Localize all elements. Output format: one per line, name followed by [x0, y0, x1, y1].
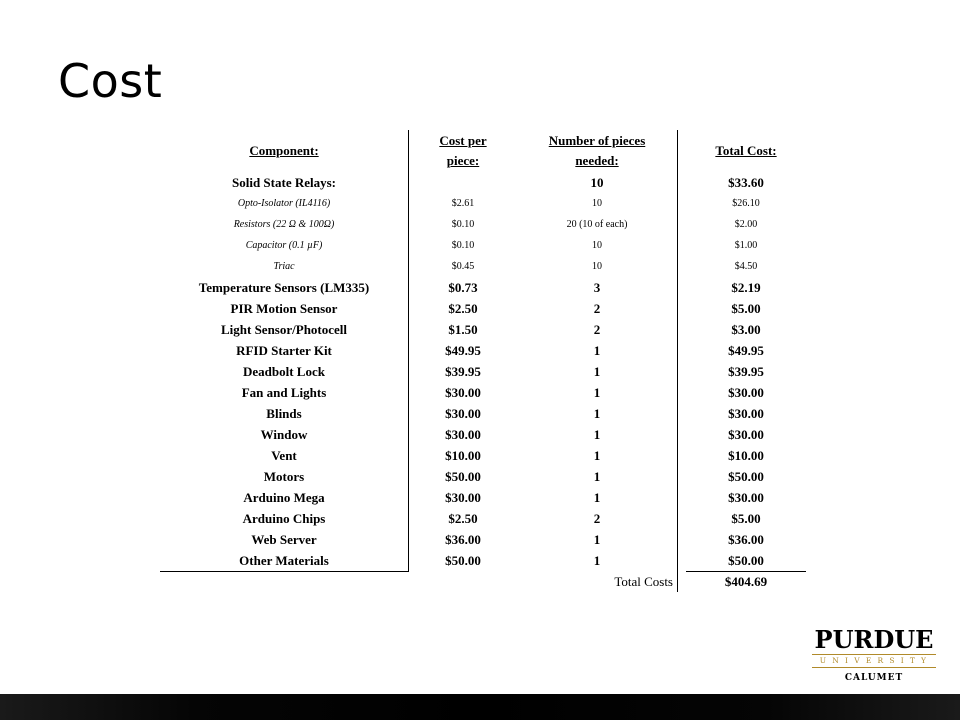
total-cell: $2.00 — [734, 219, 758, 230]
component-cell: Web Server — [251, 531, 317, 547]
quantity-cell: 1 — [593, 342, 601, 358]
total-costs-value: $404.69 — [686, 572, 806, 593]
spacer-cell — [678, 277, 687, 298]
quantity-cell: 1 — [593, 426, 601, 442]
spacer-cell — [678, 319, 687, 340]
table-row — [160, 172, 806, 193]
table-row — [160, 361, 806, 382]
spacer-cell — [678, 487, 687, 508]
cost-cell: $30.00 — [409, 403, 518, 424]
header-number-of-pieces: Number of pieces needed: — [548, 133, 646, 168]
cost-cell: $36.00 — [409, 529, 518, 550]
total-cell: $50.00 — [728, 552, 764, 568]
component-cell: Blinds — [266, 405, 302, 421]
table-row — [160, 403, 806, 424]
quantity-cell: 1 — [593, 405, 601, 421]
cost-cell — [409, 172, 518, 193]
total-cell: $39.95 — [728, 363, 764, 379]
component-cell: Deadbolt Lock — [243, 363, 325, 379]
component-cell: Arduino Chips — [242, 510, 326, 526]
spacer-cell — [678, 361, 687, 382]
quantity-cell: 2 — [593, 510, 601, 526]
spacer-cell — [678, 340, 687, 361]
logo-university: UNIVERSITY — [812, 654, 936, 668]
cost-cell: $50.00 — [409, 550, 518, 572]
quantity-cell: 1 — [593, 363, 601, 379]
cost-cell: $30.00 — [409, 382, 518, 403]
header-spacer — [678, 130, 687, 172]
total-cell: $5.00 — [731, 300, 761, 316]
total-cell: $1.00 — [734, 240, 758, 251]
spacer-cell — [678, 529, 687, 550]
total-cell: $30.00 — [728, 426, 764, 442]
total-empty-cell — [160, 572, 409, 593]
quantity-cell: 2 — [593, 321, 601, 337]
table-row — [160, 508, 806, 529]
purdue-calumet-logo — [812, 625, 936, 683]
table-row — [160, 277, 806, 298]
component-cell: Motors — [263, 468, 305, 484]
total-cell: $30.00 — [728, 405, 764, 421]
cost-cell: $2.61 — [409, 193, 518, 214]
spacer-cell — [678, 256, 687, 277]
spacer-cell — [678, 424, 687, 445]
header-cost-per-piece: Cost per piece: — [409, 130, 518, 172]
quantity-cell: 1 — [593, 384, 601, 400]
component-cell: Light Sensor/Photocell — [220, 321, 348, 337]
cost-cell: $0.10 — [409, 235, 518, 256]
total-cell: $36.00 — [728, 531, 764, 547]
quantity-cell: 3 — [593, 279, 601, 295]
quantity-cell: 20 (10 of each) — [566, 219, 628, 230]
table-row — [160, 550, 806, 572]
table-row — [160, 340, 806, 361]
quantity-cell: 1 — [593, 531, 601, 547]
quantity-cell: 10 — [590, 174, 604, 190]
table-row — [160, 466, 806, 487]
total-cell: $50.00 — [728, 468, 764, 484]
total-cell: $33.60 — [728, 174, 764, 190]
cost-cell: $2.50 — [409, 508, 518, 529]
cost-cell: $10.00 — [409, 445, 518, 466]
quantity-cell: 1 — [593, 468, 601, 484]
cost-cell: $2.50 — [409, 298, 518, 319]
cost-cell: $49.95 — [409, 340, 518, 361]
spacer-cell — [678, 235, 687, 256]
table-row — [160, 382, 806, 403]
quantity-cell: 1 — [593, 552, 601, 568]
cost-cell: $30.00 — [409, 487, 518, 508]
component-cell: PIR Motion Sensor — [230, 300, 338, 316]
table-row — [160, 298, 806, 319]
table-header-row — [160, 130, 806, 172]
spacer-cell — [678, 214, 687, 235]
table-row — [160, 235, 806, 256]
total-spacer — [678, 572, 687, 593]
component-cell: Opto-Isolator (IL4116) — [237, 198, 331, 209]
component-cell: Fan and Lights — [241, 384, 327, 400]
spacer-cell — [678, 382, 687, 403]
logo-wordmark: PURDUE — [814, 625, 934, 654]
total-empty-cell — [409, 572, 518, 593]
spacer-cell — [678, 466, 687, 487]
component-cell: Arduino Mega — [243, 489, 325, 505]
total-cell: $5.00 — [731, 510, 761, 526]
table-row — [160, 445, 806, 466]
table-row — [160, 214, 806, 235]
bottom-bar — [0, 694, 960, 720]
header-component: Component: — [249, 143, 319, 158]
table-row — [160, 424, 806, 445]
table-row — [160, 193, 806, 214]
cost-cell: $30.00 — [409, 424, 518, 445]
quantity-cell: 2 — [593, 300, 601, 316]
cost-cell: $0.45 — [409, 256, 518, 277]
spacer-cell — [678, 550, 687, 572]
total-costs-label: Total Costs — [614, 573, 673, 589]
spacer-cell — [678, 172, 687, 193]
spacer-cell — [678, 445, 687, 466]
total-cell: $2.19 — [731, 279, 761, 295]
component-cell: Triac — [273, 261, 295, 272]
spacer-cell — [678, 193, 687, 214]
table-row — [160, 256, 806, 277]
header-total-cost: Total Cost: — [715, 143, 777, 158]
total-cell: $4.50 — [734, 261, 758, 272]
total-cell: $49.95 — [728, 342, 764, 358]
total-cell: $10.00 — [728, 447, 764, 463]
quantity-cell: 10 — [592, 261, 602, 272]
component-cell: Temperature Sensors (LM335) — [198, 279, 370, 295]
spacer-cell — [678, 508, 687, 529]
component-cell: Other Materials — [239, 552, 329, 568]
quantity-cell: 10 — [592, 198, 602, 209]
table-row — [160, 529, 806, 550]
cost-cell: $0.73 — [409, 277, 518, 298]
cost-cell: $0.10 — [409, 214, 518, 235]
component-cell: Vent — [271, 447, 297, 463]
table-body — [160, 172, 806, 572]
slide-title: Cost — [58, 54, 163, 108]
quantity-cell: 1 — [593, 447, 601, 463]
cost-cell: $39.95 — [409, 361, 518, 382]
logo-campus: CALUMET — [844, 673, 904, 683]
cost-table — [160, 130, 806, 592]
cost-cell: $50.00 — [409, 466, 518, 487]
total-cell: $26.10 — [732, 198, 760, 209]
total-cell: $30.00 — [728, 384, 764, 400]
total-cell: $30.00 — [728, 489, 764, 505]
component-cell: Window — [260, 426, 308, 442]
spacer-cell — [678, 403, 687, 424]
component-cell: Resistors (22 Ω & 100Ω) — [233, 219, 335, 230]
total-cell: $3.00 — [731, 321, 761, 337]
table-row — [160, 319, 806, 340]
quantity-cell: 1 — [593, 489, 601, 505]
spacer-cell — [678, 298, 687, 319]
quantity-cell: 10 — [592, 240, 602, 251]
component-cell: Capacitor (0.1 µF) — [245, 240, 323, 251]
table-row — [160, 487, 806, 508]
total-row — [160, 572, 806, 593]
component-cell: Solid State Relays: — [232, 174, 336, 190]
cost-cell: $1.50 — [409, 319, 518, 340]
component-cell: RFID Starter Kit — [236, 342, 332, 358]
